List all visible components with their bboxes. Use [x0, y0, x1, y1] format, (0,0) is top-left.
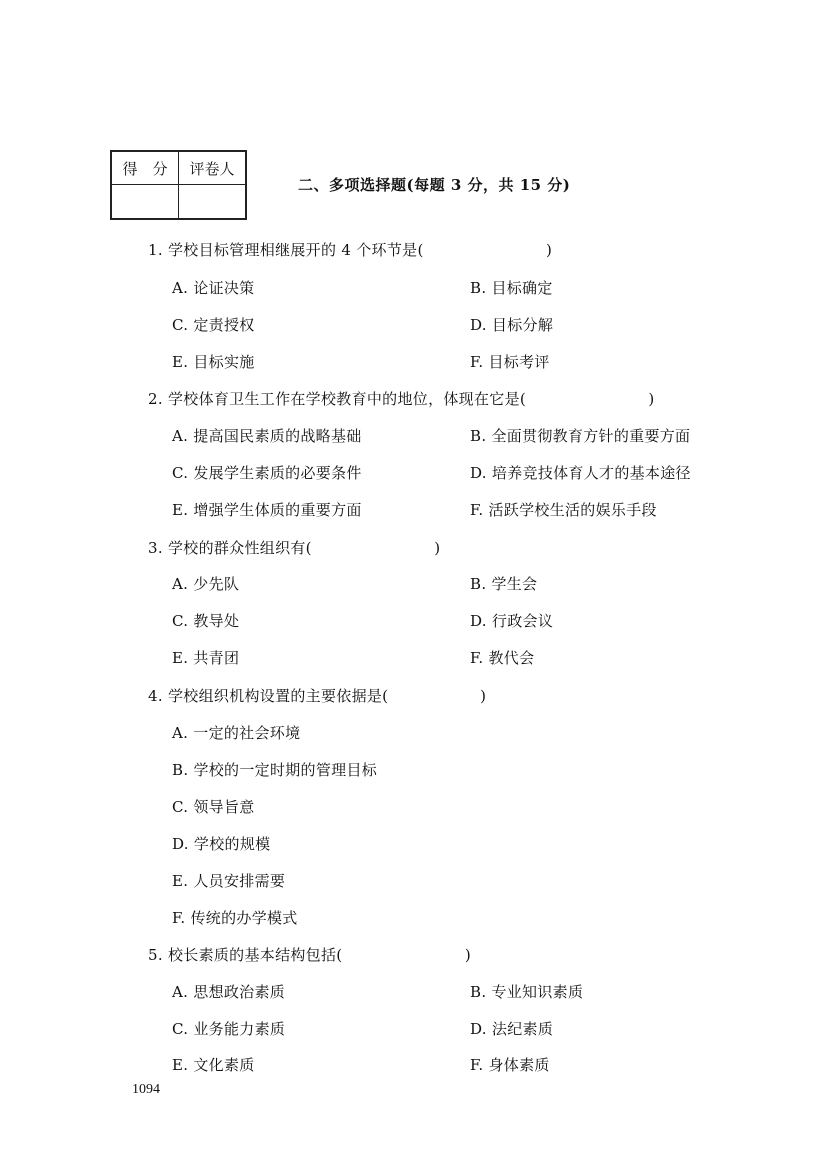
q4-option-f: F. 传统的办学模式 [172, 909, 298, 927]
score-cell[interactable] [111, 185, 179, 220]
grader-cell[interactable] [179, 185, 247, 220]
q2-option-b: B. 全面贯彻教育方针的重要方面 [470, 427, 691, 445]
q4-option-b: B. 学校的一定时期的管理目标 [172, 761, 378, 779]
q5-option-b: B. 专业知识素质 [470, 983, 584, 1001]
q3-option-a: A. 少先队 [172, 575, 240, 593]
q5-option-c: C. 业务能力素质 [172, 1020, 286, 1038]
q2-option-f: F. 活跃学校生活的娱乐手段 [470, 501, 657, 519]
q2-option-c: C. 发展学生素质的必要条件 [172, 464, 362, 482]
q3-option-e: E. 共青团 [172, 649, 240, 667]
q2-option-e: E. 增强学生体质的重要方面 [172, 501, 362, 519]
q5-option-f: F. 身体素质 [470, 1056, 550, 1074]
score-label: 得 分 [111, 151, 179, 185]
question-3: 3. 学校的群众性组织有( ) [148, 539, 441, 557]
page-number: 1094 [132, 1082, 160, 1097]
q3-option-d: D. 行政会议 [470, 612, 554, 630]
q2-option-d: D. 培养竞技体育人才的基本途径 [470, 464, 691, 482]
q3-option-c: C. 教导处 [172, 612, 240, 630]
q5-option-e: E. 文化素质 [172, 1056, 255, 1074]
q4-option-c: C. 领导旨意 [172, 798, 255, 816]
q4-option-e: E. 人员安排需要 [172, 872, 286, 890]
q1-option-b: B. 目标确定 [470, 279, 553, 297]
q5-option-a: A. 思想政治素质 [172, 983, 286, 1001]
question-5: 5. 校长素质的基本结构包括( ) [148, 946, 471, 964]
q2-option-a: A. 提高国民素质的战略基础 [172, 427, 362, 445]
section-title: 二、多项选择题(每题 3 分，共 15 分) [298, 176, 571, 194]
question-1: 1. 学校目标管理相继展开的 4 个环节是( ) [148, 241, 553, 259]
q5-option-d: D. 法纪素质 [470, 1020, 554, 1038]
q3-option-f: F. 教代会 [470, 649, 535, 667]
question-4: 4. 学校组织机构设置的主要依据是( ) [148, 687, 487, 705]
q3-option-b: B. 学生会 [470, 575, 538, 593]
question-2: 2. 学校体育卫生工作在学校教育中的地位，体现在它是( ) [148, 390, 655, 408]
q1-option-e: E. 目标实施 [172, 353, 255, 371]
grader-label: 评卷人 [179, 151, 247, 185]
q1-option-c: C. 定责授权 [172, 316, 255, 334]
q4-option-d: D. 学校的规模 [172, 835, 271, 853]
q1-option-a: A. 论证决策 [172, 279, 255, 297]
q4-option-a: A. 一定的社会环境 [172, 724, 301, 742]
q1-option-f: F. 目标考评 [470, 353, 550, 371]
q1-option-d: D. 目标分解 [470, 316, 554, 334]
score-table [110, 150, 247, 220]
